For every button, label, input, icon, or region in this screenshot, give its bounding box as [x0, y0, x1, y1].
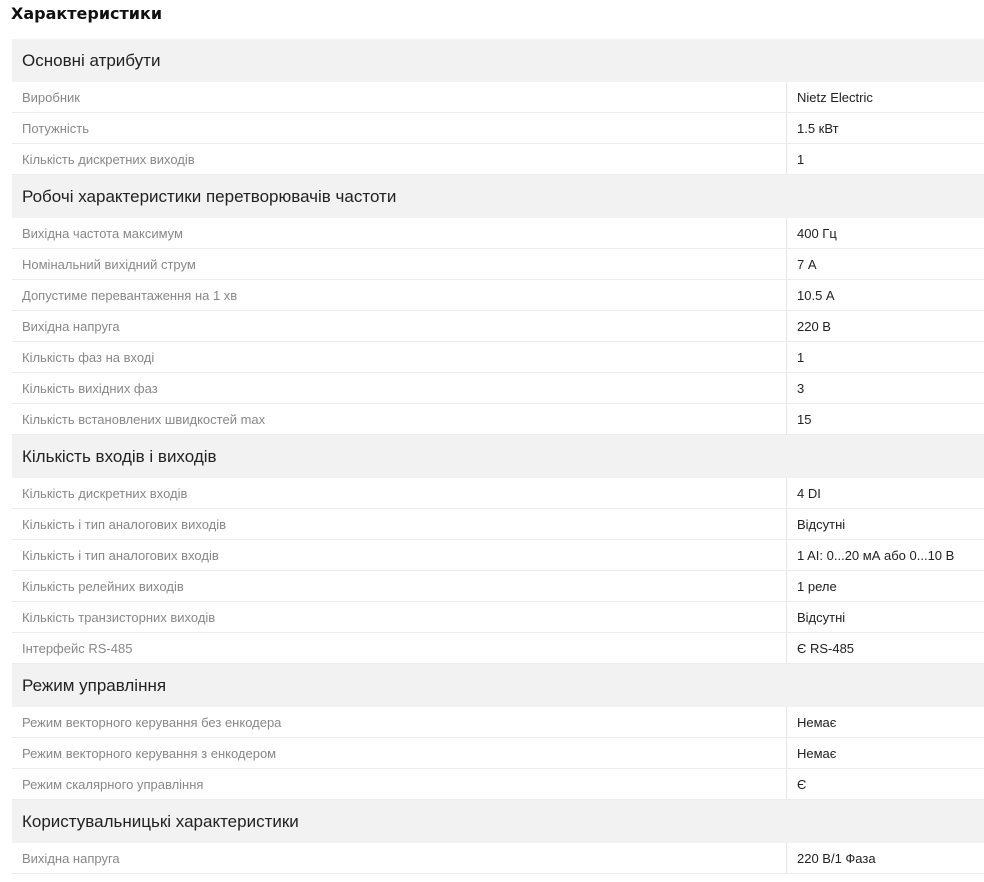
spec-value: 3 [797, 380, 805, 396]
spec-row [12, 769, 984, 800]
spec-row [12, 311, 984, 342]
spec-key: Кількість вихідних фаз [12, 373, 787, 403]
spec-row [12, 509, 984, 540]
spec-row [12, 571, 984, 602]
spec-key: Вихідна напруга [12, 311, 787, 341]
section-heading: Робочі характеристики перетворювачів частоти [12, 175, 984, 218]
spec-key: Кількість релейних виходів [12, 571, 787, 601]
spec-key: Номінальний вихідний струм [12, 249, 787, 279]
spec-value: 4 DI [797, 485, 821, 501]
spec-row [12, 280, 984, 311]
section-heading: Кількість входів і виходів [12, 435, 984, 478]
spec-key: Режим векторного керування без енкодера [12, 707, 787, 737]
spec-value: 15 [797, 411, 812, 427]
spec-key: Кількість транзисторних виходів [12, 602, 787, 632]
spec-row [12, 249, 984, 280]
spec-key: Кількість дискретних виходів [12, 144, 787, 174]
spec-section [12, 39, 984, 175]
spec-value: 1 реле [797, 578, 837, 594]
spec-key: Кількість і тип аналогових виходів [12, 509, 787, 539]
spec-row [12, 707, 984, 738]
spec-value: Відсутні [797, 609, 846, 625]
spec-key: Кількість встановлених швидкостей max [12, 404, 787, 434]
spec-row [12, 602, 984, 633]
spec-row [12, 218, 984, 249]
spec-value: 1 AI: 0...20 мА або 0...10 В [797, 547, 955, 563]
spec-value: Відсутні [797, 516, 846, 532]
spec-value: Є RS-485 [797, 640, 855, 656]
spec-value: Немає [797, 714, 837, 730]
spec-section [12, 175, 984, 435]
spec-value: 1 [797, 349, 805, 365]
spec-section [12, 435, 984, 664]
spec-value: 220 В [797, 318, 831, 334]
spec-row [12, 478, 984, 509]
spec-section [12, 664, 984, 800]
spec-value: 1.5 кВт [797, 120, 839, 136]
spec-value: 220 В/1 Фаза [797, 850, 876, 866]
spec-row [12, 342, 984, 373]
spec-row [12, 404, 984, 435]
spec-value: 10.5 А [797, 287, 835, 303]
spec-key: Кількість фаз на вході [12, 342, 787, 372]
spec-row [12, 144, 984, 175]
section-heading: Режим управління [12, 664, 984, 707]
spec-row [12, 633, 984, 664]
spec-key: Режим скалярного управління [12, 769, 787, 799]
specs-table [12, 39, 984, 874]
section-heading: Основні атрибути [12, 39, 984, 82]
spec-key: Режим векторного керування з енкодером [12, 738, 787, 768]
spec-value: 1 [797, 151, 805, 167]
spec-row [12, 843, 984, 874]
spec-key: Кількість дискретних входів [12, 478, 787, 508]
spec-value: Nietz Electric [797, 89, 873, 105]
spec-value: 7 А [797, 256, 817, 272]
spec-value: Немає [797, 745, 837, 761]
spec-value: 400 Гц [797, 225, 837, 241]
spec-row [12, 540, 984, 571]
spec-key: Вихідна частота максимум [12, 218, 787, 248]
spec-key: Допустиме перевантаження на 1 хв [12, 280, 787, 310]
spec-value: Є [797, 776, 807, 792]
spec-row [12, 113, 984, 144]
page-title: Характеристики [11, 4, 163, 23]
spec-key: Виробник [12, 82, 787, 112]
spec-key: Інтерфейс RS-485 [12, 633, 787, 663]
spec-key: Вихідна напруга [12, 843, 787, 873]
spec-section [12, 800, 984, 874]
spec-row [12, 738, 984, 769]
spec-row [12, 373, 984, 404]
section-heading: Користувальницькі характеристики [12, 800, 984, 843]
spec-key: Кількість і тип аналогових входів [12, 540, 787, 570]
spec-key: Потужність [12, 113, 787, 143]
spec-row [12, 82, 984, 113]
